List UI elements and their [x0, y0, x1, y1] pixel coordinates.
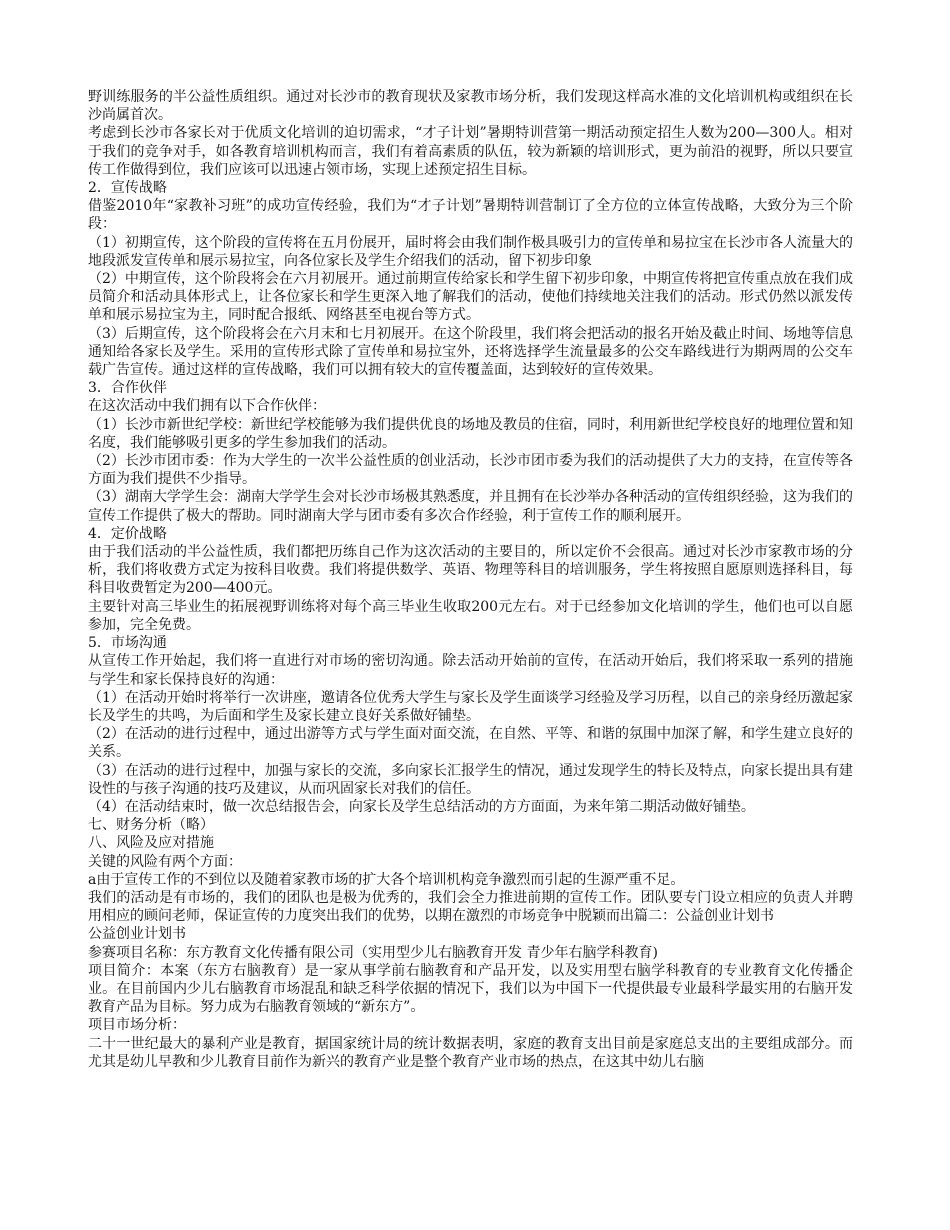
list-item: （3）后期宣传，这个阶段将会在六月末和七月初展开。在这个阶段里，我们将会把活动的报名开始及截止时间、场地等信息通知给各家长及学生。采用的宣传形式除了宣传单和易拉宝外，还将选择学生流量最多的公交车路线进行为期两周的公交车载广告宣传。通过这样的宣传战略，我们可以拥有较大的宣传覆盖面，达到较好的宣传效果。 [88, 325, 853, 379]
section-heading: 项目市场分析： [88, 1017, 186, 1034]
list-item: （3）在活动的进行过程中，加强与家长的交流，多向家长汇报学生的情况，通过发现学生的特长及特点，向家长提出具有建设性的与孩子沟通的技巧及建议，从而巩固家长对我们的信任。 [88, 762, 853, 797]
body-paragraph: 借鉴2010年“家教补习班”的成功宣传经验，我们为“才子计划”暑期特训营制订了全方位的立体宣传战略，大致分为三个阶段： [88, 198, 853, 233]
list-item: （4）在活动结束时，做一次总结报告会，向家长及学生总结活动的方方面面，为来年第二期活动做好铺垫。 [88, 798, 755, 815]
list-item: （3）湖南大学学生会：湖南大学学生会对长沙市场极其熟悉度，并且拥有在长沙举办各种活动的宣传组织经验，这为我们的宣传工作提供了极大的帮助。同时湖南大学与团市委有多次合作经验，利于宣传工作的顺利展开。 [88, 489, 853, 524]
section-heading: 公益创业计划书 [88, 926, 186, 943]
section-heading: 4．定价战略 [88, 525, 167, 542]
list-item: （1）初期宣传，这个阶段的宣传将在五月份展开，届时将会由我们制作极具吸引力的宣传单和易拉宝在长沙市各人流量大的地段派发宣传单和展示易拉宝，向各位家长及学生介绍我们的活动，留下初步印象 [88, 234, 853, 269]
body-paragraph: 由于我们活动的半公益性质，我们都把历练自己作为这次活动的主要目的，所以定价不会很高。通过对长沙市家教市场的分析，我们将收费方式定为按科目收费。我们将提供数学、英语、物理等科目的培训服务，学生将按照自愿原则选择科目，每科目收费暂定为200—400元。 [88, 544, 853, 597]
body-paragraph: 考虑到长沙市各家长对于优质文化培训的迫切需求，“才子计划”暑期特训营第一期活动预定招生人数为200—300人。相对于我们的竞争对手，如各教育培训机构而言，我们有着高素质的队伍，较为新颖的培训形式，更为前沿的视野，所以只要宣传工作做得到位，我们应该可以迅速占领市场，实现上述预定招生目标。 [88, 125, 853, 178]
list-item: （1）长沙市新世纪学校：新世纪学校能够为我们提供优良的场地及教员的住宿，同时，利用新世纪学校良好的地理位置和知名度，我们能够吸引更多的学生参加我们的活动。 [88, 416, 853, 451]
body-paragraph: 项目简介：本案（东方右脑教育）是一家从事学前右脑教育和产品开发，以及实用型右脑学科教育的专业教育文化传播企业。在目前国内少儿右脑教育市场混乱和缺乏科学依据的情况下，我们以为中国下一代提供最专业最科学最实用的右脑开发教育产品为目标。努力成为右脑教育领域的“新东方”。 [88, 962, 853, 1016]
section-heading: 5．市场沟通 [88, 635, 167, 652]
list-item: （2）在活动的进行过程中，通过出游等方式与学生面对面交流，在自然、平等、和谐的氛围中加深了解，和学生建立良好的关系。 [88, 726, 853, 761]
section-heading: 八、风险及应对措施 [88, 835, 214, 852]
list-item: （2）长沙市团市委：作为大学生的一次半公益性质的创业活动，长沙市团市委为我们的活动提供了大力的支持，在宣传等各方面为我们提供不少指导。 [88, 453, 853, 488]
list-item: （2）中期宣传，这个阶段将会在六月初展开。通过前期宣传给家长和学生留下初步印象，中期宣传将把宣传重点放在我们成员简介和活动具体形式上，让各位家长和学生更深入地了解我们的活动，使他们持续地关注我们的活动。形式仍然以派发传单和展示易拉宝为主，同时配合报纸、网络甚至电视台等方式。 [88, 271, 853, 324]
body-paragraph: 从宣传工作开始起，我们将一直进行对市场的密切沟通。除去活动开始前的宣传，在活动开始后，我们将采取一系列的措施与学生和家长保持良好的沟通： [88, 653, 853, 688]
body-paragraph: 主要针对高三毕业生的拓展视野训练将对每个高三毕业生收取200元左右。对于已经参加文化培训的学生，他们也可以自愿参加，完全免费。 [88, 598, 853, 633]
body-paragraph: 我们的活动是有市场的，我们的团队也是极为优秀的，我们会全力推进前期的宣传工作。团队要专门设立相应的负责人并聘用相应的顾问老师，保证宣传的力度突出我们的优势，以期在激烈的市场竞争中脱颖而出篇二：公益创业计划书 [88, 889, 853, 925]
section-heading: 3．合作伙伴 [88, 380, 167, 397]
body-paragraph: 在这次活动中我们拥有以下合作伙伴： [88, 398, 326, 415]
body-paragraph: 二十一世纪最大的暴利产业是教育，据国家统计局的统计数据表明，家庭的教育支出目前是家庭总支出的主要组成部分。而尤其是幼儿早教和少儿教育目前作为新兴的教育产业是整个教育产业市场的热点，在这其中幼儿右脑 [88, 1035, 853, 1070]
list-item: （1）在活动开始时将举行一次讲座，邀请各位优秀大学生与家长及学生面谈学习经验及学习历程，以自己的亲身经历激起家长及学生的共鸣，为后面和学生及家长建立良好关系做好铺垫。 [88, 689, 853, 724]
section-heading: 七、财务分析（略） [88, 817, 214, 834]
body-paragraph: 野训练服务的半公益性质组织。通过对长沙市的教育现状及家教市场分析，我们发现这样高水准的文化培训机构或组织在长沙尚属首次。 [88, 89, 853, 124]
body-paragraph: 关键的风险有两个方面： [88, 853, 242, 870]
body-paragraph: a由于宣传工作的不到位以及随着家教市场的扩大各个培训机构竞争激烈而引起的生源严重不足。 [88, 871, 685, 888]
section-heading: 2．宣传战略 [88, 180, 167, 197]
body-paragraph: 参赛项目名称：东方教育文化传播有限公司（实用型少儿右脑教育开发 青少年右脑学科教育) [88, 944, 658, 961]
document-page [88, 88, 853, 1071]
